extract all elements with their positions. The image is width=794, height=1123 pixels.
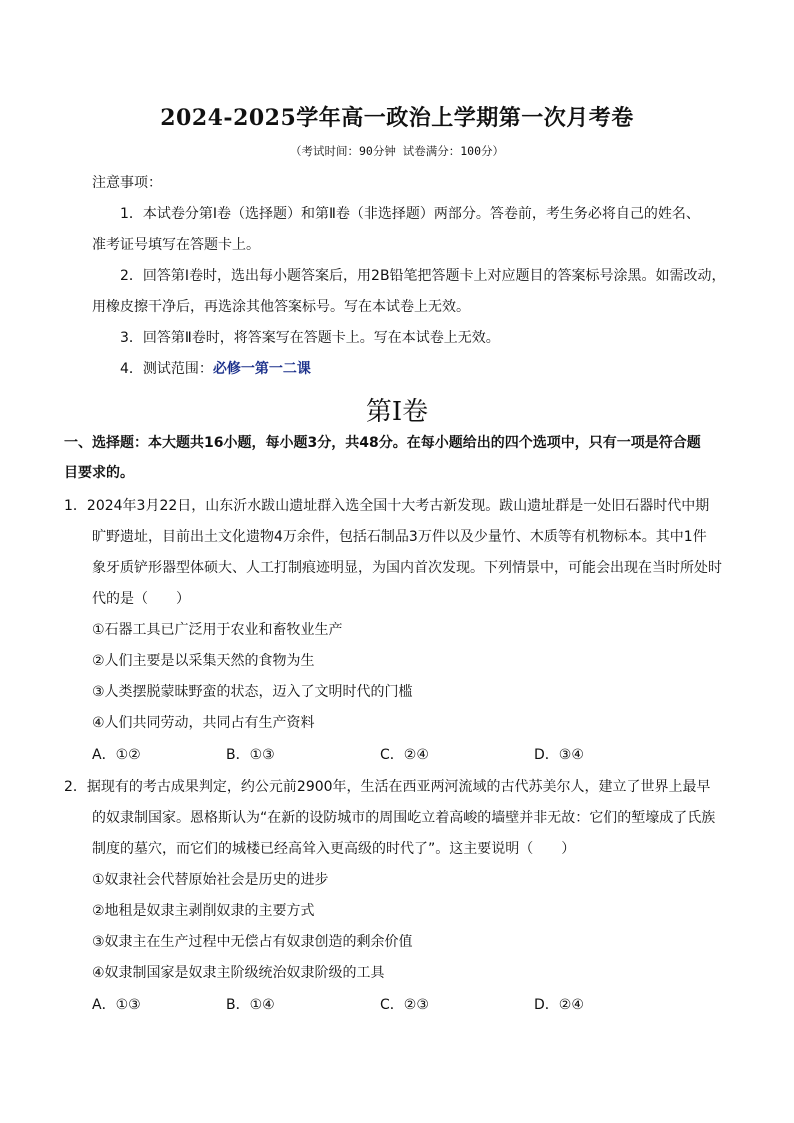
question-stem-line: 代的是（ ） — [92, 591, 190, 607]
question-stem-line: 旷野遗址，目前出土文化遗物4万余件，包括石制品3万件以及少量竹、木质等有机物标本。其中1件 — [92, 529, 707, 545]
section-instruction: 一、选择题：本大题共16小题，每小题3分，共48分。在每小题给出的四个选项中，只有一项是符合题 — [64, 435, 701, 451]
statement-item: ②人们主要是以采集天然的食物为生 — [92, 653, 315, 669]
statement-item: ③人类摆脱蒙昧野蛮的状态，迈入了文明时代的门槛 — [92, 684, 413, 700]
page-title: 2024-2025学年高一政治上学期第一次月考卷 — [160, 105, 634, 131]
option-a: A．①③ — [92, 997, 141, 1013]
note-item-2: 2．回答第Ⅰ卷时，选出每小题答案后，用2B铅笔把答题卡上对应题目的答案标号涂黑。如需改动， — [120, 268, 726, 284]
option-d: D．③④ — [534, 747, 584, 763]
note-item-1: 1．本试卷分第Ⅰ卷（选择题）和第Ⅱ卷（非选择题）两部分。答卷前，考生务必将自己的姓名、 — [120, 206, 700, 222]
statement-item: ④人们共同劳动，共同占有生产资料 — [92, 715, 315, 731]
option-b: B．①③ — [226, 747, 275, 763]
option-b: B．①④ — [226, 997, 275, 1013]
option-c: C．②③ — [380, 997, 429, 1013]
section-instruction-cont: 目要求的。 — [64, 465, 134, 481]
note-item-3: 3．回答第Ⅱ卷时，将答案写在答题卡上。写在本试卷上无效。 — [120, 330, 500, 346]
note-item-4 — [120, 359, 311, 379]
statement-item: ④奴隶制国家是奴隶主阶级统治奴隶阶级的工具 — [92, 965, 385, 981]
notes-heading: 注意事项： — [92, 175, 162, 191]
question-stem-line: 2．据现有的考古成果判定，约公元前2900年，生活在西亚两河流域的古代苏美尔人，建立了世界上最早 — [64, 779, 711, 795]
option-a: A．①② — [92, 747, 141, 763]
option-d: D．②④ — [534, 997, 584, 1013]
statement-item: ①石器工具已广泛用于农业和畜牧业生产 — [92, 622, 343, 638]
statement-item: ②地租是奴隶主剥削奴隶的主要方式 — [92, 903, 315, 919]
section-title: 第Ⅰ卷 — [365, 397, 429, 427]
question-stem-line: 制度的墓穴，而它们的城楼已经高耸入更高级的时代了”。这主要说明（ ） — [92, 841, 576, 857]
test-scope: 必修一第一二课 — [212, 361, 311, 377]
note-item-4-label: 4．测试范围： — [120, 361, 213, 377]
question-stem-line: 象牙质铲形器型体硕大、人工打制痕迹明显，为国内首次发现。下列情景中，可能会出现在当时所处时 — [92, 560, 722, 576]
statement-item: ③奴隶主在生产过程中无偿占有奴隶创造的剩余价值 — [92, 934, 413, 950]
option-c: C．②④ — [380, 747, 429, 763]
statement-item: ①奴隶社会代替原始社会是历史的进步 — [92, 872, 329, 888]
question-stem-line: 的奴隶制国家。恩格斯认为“在新的设防城市的周围屹立着高峻的墙壁并非无故：它们的堑壕成了氏族 — [92, 810, 716, 826]
note-item-2-cont: 用橡皮擦干净后，再选涂其他答案标号。写在本试卷上无效。 — [92, 299, 470, 315]
note-item-1-cont: 准考证号填写在答题卡上。 — [92, 237, 260, 253]
question-stem-line: 1．2024年3月22日，山东沂水跋山遗址群入选全国十大考古新发现。跋山遗址群是一处旧石器时代中期 — [64, 498, 710, 514]
exam-info: （考试时间：90分钟 试卷满分：100分） — [289, 144, 505, 158]
